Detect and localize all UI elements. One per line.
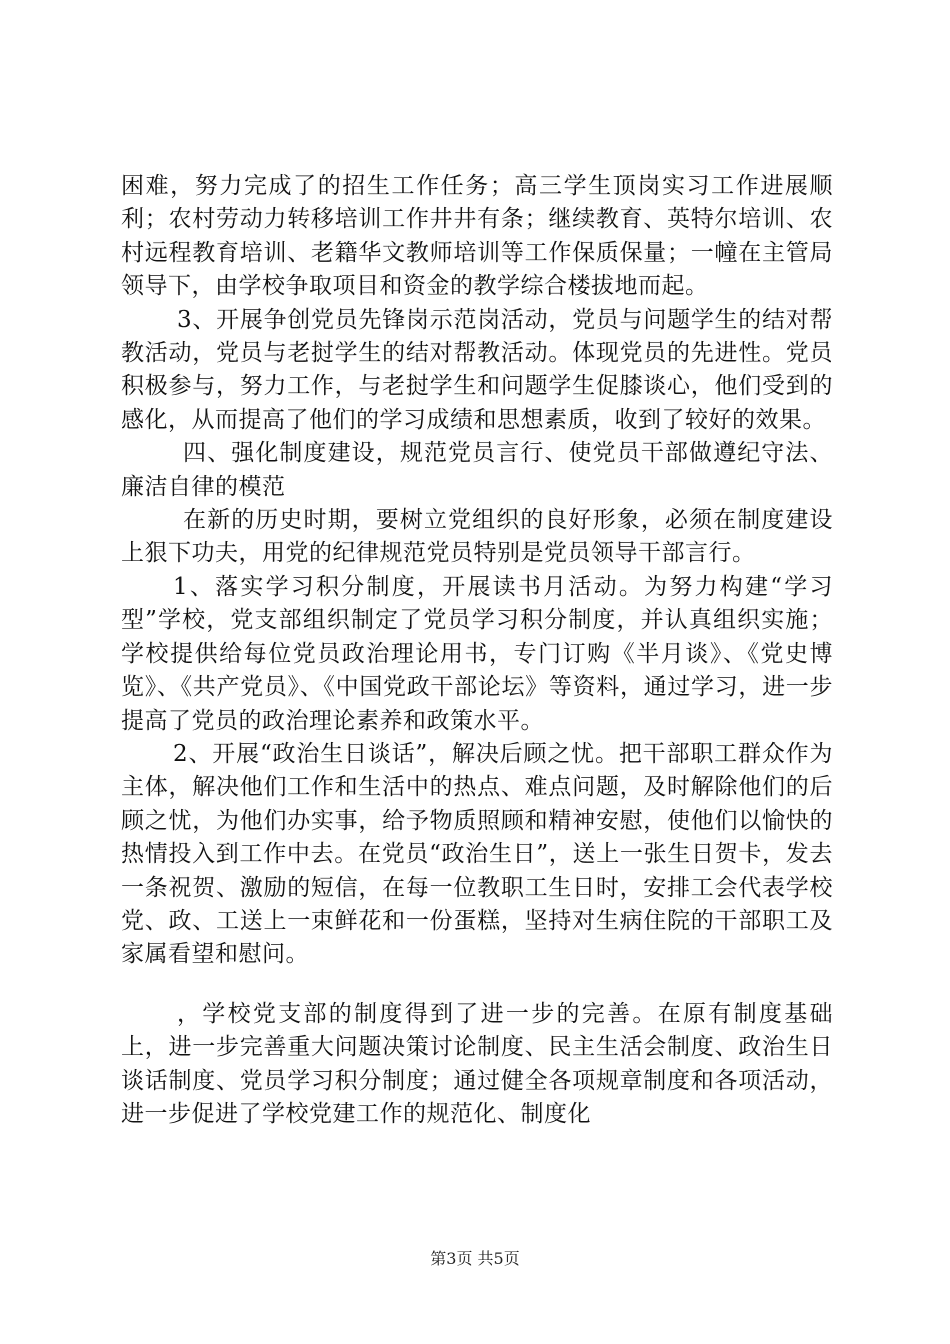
paragraph-summary: ，学校党支部的制度得到了进一步的完善。在原有制度基础上，进一步完善重大问题决策讨论制度、民主生活会制度、政治生日谈话制度、党员学习积分制度；通过健全各项规章制度和各项活动，进一步促进了学校党建工作的规范化、制度化 [121,1000,833,1127]
paragraph-continuation: 困难，努力完成了的招生工作任务；高三学生顶岗实习工作进展顺利；农村劳动力转移培训工作井井有条；继续教育、英特尔培训、农村远程教育培训、老籍华文教师培训等工作保质保量；一幢在主管局领导下，由学校争取项目和资金的教学综合楼拔地而起。 [121,173,833,300]
paragraph-item-1: 1、落实学习积分制度，开展读书月活动。为努力构建“学习型”学校，党支部组织制定了党员学习积分制度，并认真组织实施；学校提供给每位党员政治理论用书，专门订购《半月谈》、《党史博览》、《共产党员》、《中国党政干部论坛》等资料，通过学习，进一步提高了党员的政治理论素养和政策水平。 [121,573,833,734]
paragraph-item-2: 2、开展“政治生日谈话”，解决后顾之忧。把干部职工群众作为主体，解决他们工作和生活中的热点、难点问题，及时解除他们的后顾之忧，为他们办实事，给予物质照顾和精神安慰，使他们以愉快的热情投入到工作中去。在党员“政治生日”，送上一张生日贺卡，发去一条祝贺、激励的短信，在每一位教职工生日时，安排工会代表学校党、政、工送上一束鲜花和一份蛋糕，坚持对生病住院的干部职工及家属看望和慰问。 [121,740,833,968]
document-body [121,170,833,1131]
paragraph-item-3: 3、开展争创党员先锋岗示范岗活动，党员与问题学生的结对帮教活动，党员与老挝学生的结对帮教活动。体现党员的先进性。党员积极参与，努力工作，与老挝学生和问题学生促膝谈心，他们受到的感化，从而提高了他们的学习成绩和思想素质，收到了较好的效果。 [121,306,833,433]
paragraph-intro: 在新的历史时期，要树立党组织的良好形象，必须在制度建设上狠下功夫，用党的纪律规范党员特别是党员领导干部言行。 [121,507,833,567]
section-heading-4: 四、强化制度建设，规范党员言行、使党员干部做遵纪守法、廉洁自律的模范 [121,440,833,500]
page-number-footer: 第3页 共5页 [430,1249,520,1268]
